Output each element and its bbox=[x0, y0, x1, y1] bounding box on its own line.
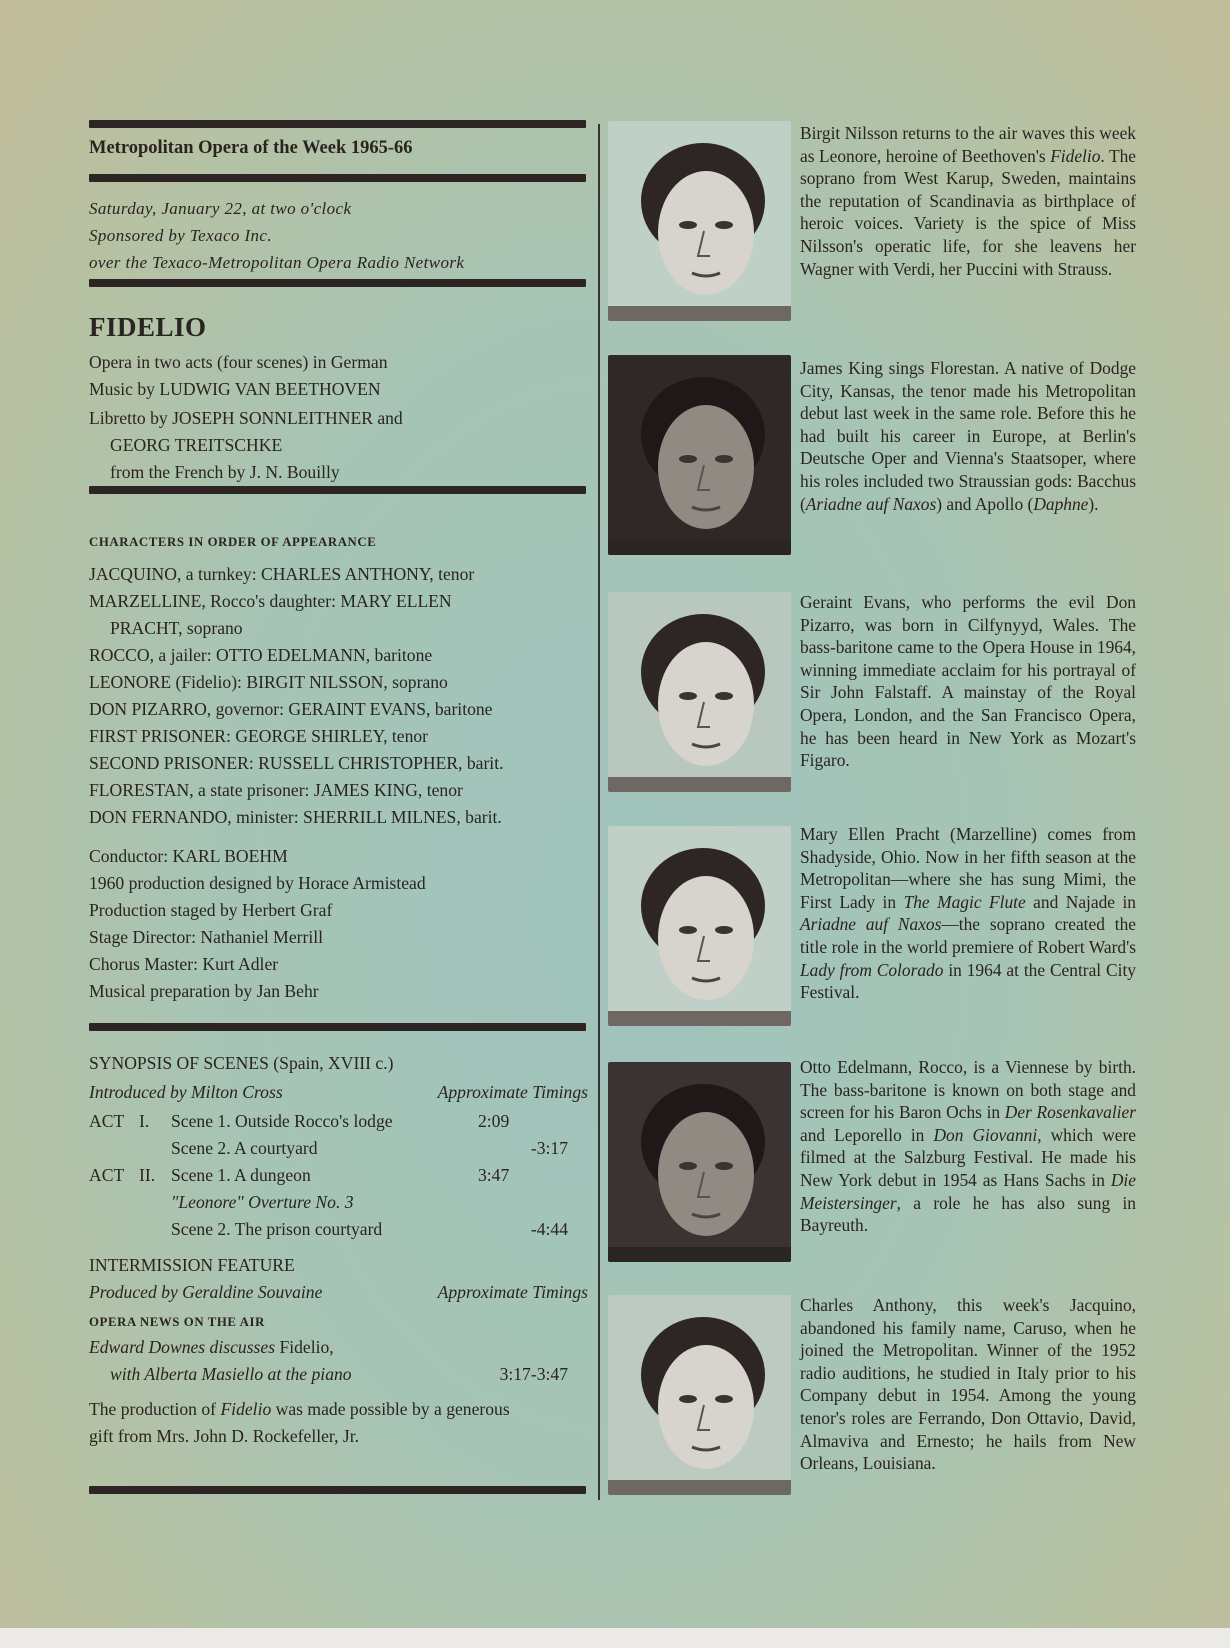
artist-bio bbox=[800, 122, 1136, 280]
page-header: Metropolitan Opera of the Week 1965-66 bbox=[89, 138, 413, 158]
cast-line: PRACHT, soprano bbox=[110, 618, 243, 638]
scene-row bbox=[89, 1162, 586, 1189]
intermission-subheader bbox=[89, 1279, 586, 1306]
act-number: I. bbox=[139, 1111, 150, 1131]
work-title: Fidelio bbox=[1050, 145, 1101, 166]
work-title: The Magic Flute bbox=[903, 891, 1026, 912]
opera-description: Opera in two acts (four scenes) in German bbox=[89, 352, 388, 372]
opera-credits bbox=[89, 349, 403, 486]
scene-name: "Leonore" Overture No. 3 bbox=[171, 1192, 354, 1212]
work-title: Die Meistersinger bbox=[800, 1169, 1136, 1213]
artist-bio bbox=[800, 1294, 1136, 1475]
artist-photo bbox=[608, 355, 791, 555]
artist-photo bbox=[608, 121, 791, 321]
feature-speaker: Edward Downes discusses bbox=[89, 1337, 276, 1357]
staff-line: Production staged by Herbert Graf bbox=[89, 900, 333, 920]
bio-text: and Najade in bbox=[1025, 891, 1136, 912]
cast-line: ROCCO, a jailer: OTTO EDELMANN, baritone bbox=[89, 645, 433, 665]
opera-title: FIDELIO bbox=[89, 312, 207, 342]
broadcast-network: over the Texaco-Metropolitan Opera Radio Network bbox=[89, 253, 465, 272]
artist-bio bbox=[800, 1056, 1136, 1237]
credit-text: The production of bbox=[89, 1399, 221, 1419]
staff-line: Stage Director: Nathaniel Merrill bbox=[89, 927, 324, 947]
staff-line: Chorus Master: Kurt Adler bbox=[89, 954, 279, 974]
artist-photo bbox=[608, 592, 791, 792]
scene-time: -4:44 bbox=[530, 1219, 568, 1239]
staff-line: 1960 production designed by Horace Armistead bbox=[89, 873, 426, 893]
credit-title: Fidelio bbox=[220, 1399, 272, 1419]
bio-text: Mary Ellen Pracht (Marzelline) comes from Shadyside, Ohio. Now in her fifth season at the Metropolitan—where she has sung Mimi, the First Lady in bbox=[800, 824, 1136, 912]
act-label: ACT bbox=[89, 1111, 125, 1131]
portrait-icon bbox=[608, 1062, 791, 1262]
artist-bio bbox=[800, 823, 1136, 1004]
feature-line-2 bbox=[89, 1361, 586, 1388]
artist-photo bbox=[608, 1295, 791, 1495]
introduced-by: Introduced by Milton Cross bbox=[89, 1082, 283, 1102]
act-number: II. bbox=[139, 1165, 156, 1185]
feature-time: 3:17-3:47 bbox=[499, 1364, 568, 1384]
source: from the French by J. N. Bouilly bbox=[110, 462, 340, 482]
timings-label: Approximate Timings bbox=[437, 1282, 588, 1302]
feature-subject: Fidelio, bbox=[275, 1337, 334, 1357]
feature-line-1 bbox=[89, 1334, 586, 1361]
work-title: Daphne bbox=[1033, 493, 1089, 514]
feature-pianist: with Alberta Masiello at the piano bbox=[110, 1364, 352, 1384]
scene-time: -3:17 bbox=[530, 1138, 568, 1158]
portrait-icon bbox=[608, 121, 791, 321]
artist-bio bbox=[800, 591, 1136, 772]
cast-line: DON FERNANDO, minister: SHERRILL MILNES, barit. bbox=[89, 807, 502, 827]
act-label: ACT bbox=[89, 1165, 125, 1185]
rule-bottom bbox=[89, 1486, 586, 1494]
synopsis-subheader bbox=[89, 1079, 586, 1106]
synopsis bbox=[89, 1050, 586, 1450]
scene-name: Scene 2. The prison courtyard bbox=[171, 1219, 383, 1239]
rule-under-credits bbox=[89, 486, 586, 494]
cast-line: JACQUINO, a turnkey: CHARLES ANTHONY, tenor bbox=[89, 564, 475, 584]
timings-label: Approximate Timings bbox=[437, 1082, 588, 1102]
bio-text: James King sings Florestan. A native of Dodge City, Kansas, the tenor made his Metropolitan debut last week in the same role. Before this he had built his career in Europe, at Berlin's Deutsche Oper and Vienna's Staatsoper, where his roles included two Straussian gods: Bacchus ( bbox=[800, 358, 1136, 514]
scene-name: Scene 1. A dungeon bbox=[171, 1165, 311, 1185]
column-divider bbox=[598, 124, 600, 1500]
artist-photo bbox=[608, 1062, 791, 1262]
artist-bio bbox=[800, 357, 1136, 515]
bio-text: in 1964 at the Central City Festival. bbox=[800, 959, 1136, 1003]
cast-heading: CHARACTERS IN ORDER OF APPEARANCE bbox=[89, 535, 377, 549]
work-title: Der Rosenkavalier bbox=[1004, 1102, 1136, 1123]
rule-under-header bbox=[89, 174, 586, 182]
bio-text: . The soprano from West Karup, Sweden, maintains the reputation of Scandinavia as birthplace of heroic voices. Variety is the spice of Miss Nilsson's operatic life, for she leavens her Wagner with Verdi, her Puccini with Strauss. bbox=[800, 145, 1136, 279]
work-title: Lady from Colorado bbox=[800, 959, 944, 980]
cast-line: SECOND PRISONER: RUSSELL CHRISTOPHER, barit. bbox=[89, 753, 504, 773]
scene-name: Scene 2. A courtyard bbox=[171, 1138, 318, 1158]
bio-text: Otto Edelmann, Rocco, is a Viennese by birth. The bass-baritone is known on both stage and screen for his Baron Ochs in bbox=[800, 1057, 1136, 1123]
bio-text: Geraint Evans, who performs the evil Don Pizarro, was born in Cilfynyyd, Wales. The bass-baritone came to the Opera House in 1964, winning immediate acclaim for his portrayal of Sir John Falstaff. A mainstay of the Royal Opera, London, and the San Francisco Opera, he has been heard in New York as Mozart's Figaro. bbox=[800, 592, 1136, 771]
work-title: Ariadne auf Naxos bbox=[800, 914, 942, 935]
credit-line-2: gift from Mrs. John D. Rockefeller, Jr. bbox=[89, 1426, 359, 1446]
rule-under-staff bbox=[89, 1023, 586, 1031]
rule-top bbox=[89, 120, 586, 128]
bio-text: Birgit Nilsson returns to the air waves this week as Leonore, heroine of Beethoven's bbox=[800, 123, 1136, 166]
portrait-icon bbox=[608, 826, 791, 1026]
scene-row bbox=[89, 1216, 586, 1243]
scene-row bbox=[89, 1108, 586, 1135]
produced-by: Produced by Geraldine Souvaine bbox=[89, 1282, 323, 1302]
composer: Music by LUDWIG VAN BEETHOVEN bbox=[89, 379, 381, 399]
bio-text: Charles Anthony, this week's Jacquino, abandoned his family name, Caruso, when he joined the Metropolitan. Winner of the 1952 radio auditions, he studied in Italy prior to his Company debut in 1954. Among the young tenor's roles are Ferrando, Don Ottavio, David, Almaviva and Ernesto; he hails from New Orleans, Louisiana. bbox=[800, 1295, 1136, 1474]
librettist-1: Libretto by JOSEPH SONNLEITHNER and bbox=[89, 408, 403, 428]
bio-text: , a role he has also sung in Bayreuth. bbox=[800, 1192, 1136, 1236]
synopsis-heading: SYNOPSIS OF SCENES (Spain, XVIII c.) bbox=[89, 1053, 394, 1073]
bio-text: ) and Apollo ( bbox=[936, 493, 1034, 514]
work-title: Ariadne auf Naxos bbox=[805, 493, 937, 514]
scene-time: 2:09 bbox=[478, 1111, 510, 1131]
credit-line-1 bbox=[89, 1396, 586, 1423]
cast-list bbox=[89, 561, 503, 831]
cast-line: LEONORE (Fidelio): BIRGIT NILSSON, soprano bbox=[89, 672, 448, 692]
bio-text: ). bbox=[1088, 493, 1099, 514]
cast-line: MARZELLINE, Rocco's daughter: MARY ELLEN bbox=[89, 591, 452, 611]
bio-text: , which were filmed at the Salzburg Festival. He made his New York debut in 1954 as Hans Sachs in bbox=[800, 1124, 1136, 1190]
librettist-2: GEORG TREITSCHKE bbox=[110, 435, 283, 455]
bio-text: and Leporello in bbox=[800, 1124, 934, 1145]
program-name: OPERA NEWS ON THE AIR bbox=[89, 1315, 265, 1329]
artist-photo bbox=[608, 826, 791, 1026]
scan-edge bbox=[0, 1628, 1230, 1648]
portrait-icon bbox=[608, 1295, 791, 1495]
staff-line: Musical preparation by Jan Behr bbox=[89, 981, 319, 1001]
portrait-icon bbox=[608, 355, 791, 555]
cast-line: FIRST PRISONER: GEORGE SHIRLEY, tenor bbox=[89, 726, 429, 746]
cast-line: FLORESTAN, a state prisoner: JAMES KING, tenor bbox=[89, 780, 463, 800]
scene-row bbox=[89, 1189, 586, 1216]
portrait-icon bbox=[608, 592, 791, 792]
work-title: Don Giovanni bbox=[933, 1124, 1038, 1145]
scene-row bbox=[89, 1135, 586, 1162]
credit-text: was made possible by a generous bbox=[271, 1399, 510, 1419]
staff-line: Conductor: KARL BOEHM bbox=[89, 846, 288, 866]
bio-text: —the soprano created the title role in the world premiere of Robert Ward's bbox=[800, 914, 1137, 957]
scene-time: 3:47 bbox=[478, 1165, 510, 1185]
intermission-heading: INTERMISSION FEATURE bbox=[89, 1255, 295, 1275]
rule-under-broadcast bbox=[89, 279, 586, 287]
broadcast-info bbox=[89, 195, 464, 276]
scene-name: Scene 1. Outside Rocco's lodge bbox=[171, 1111, 393, 1131]
production-staff bbox=[89, 843, 426, 1005]
cast-line: DON PIZARRO, governor: GERAINT EVANS, baritone bbox=[89, 699, 493, 719]
broadcast-sponsor: Sponsored by Texaco Inc. bbox=[89, 226, 273, 245]
broadcast-date: Saturday, January 22, at two o'clock bbox=[89, 199, 352, 218]
